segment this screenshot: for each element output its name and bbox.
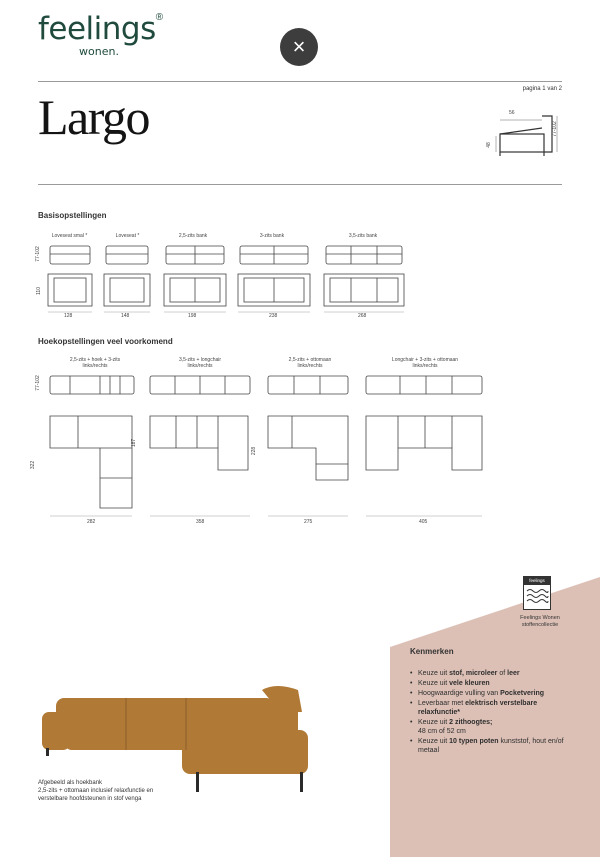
basis-label-4: 3-zits bank (259, 233, 285, 239)
hoek-label-3b: links/rechts (297, 363, 323, 369)
basis-width-2: 148 (121, 313, 130, 319)
basis-front-height: 77-102 (34, 246, 41, 262)
hoek-width-3: 275 (304, 519, 313, 525)
profile-height: 77-102 (551, 121, 558, 137)
feature-text: Keuze uit (418, 680, 450, 687)
hoek-drawings (40, 368, 490, 523)
basis-label-3: 2,5-zits bank (178, 233, 208, 239)
hoek-front-2 (150, 376, 250, 394)
basis-width-3: 198 (188, 313, 197, 319)
hoek-top-3 (268, 416, 348, 480)
basis-label-5: 3,5-zits bank (348, 233, 378, 239)
top-divider (38, 81, 562, 82)
feature-bold: elektrisch verstelbare relaxfunctie* (418, 700, 538, 716)
hoek-top-2 (150, 416, 248, 470)
hoek-front-height: 77-102 (34, 375, 41, 391)
sofa-photo (36, 682, 326, 794)
feature-bold: 10 typen poten (449, 738, 499, 745)
feature-text: Hoogwaardige vulling van (418, 690, 501, 697)
page-indicator: pagina 1 van 2 (522, 86, 562, 92)
badge-brand: feelings (524, 577, 550, 585)
feature-text: of (497, 670, 508, 677)
feature-item (410, 689, 570, 698)
hoek-width-4: 405 (419, 519, 428, 525)
hoek-front-3 (268, 376, 348, 394)
close-icon: × (292, 34, 306, 59)
brand-logo[interactable] (38, 11, 164, 58)
feature-text: Leverbaar met (418, 700, 466, 707)
feature-item (410, 669, 570, 678)
hoek-top-4 (366, 416, 482, 470)
badge-caption-2: stoffencollectie (521, 622, 559, 628)
hoek-depth-1: 322 (30, 460, 37, 470)
basis-sofa-2 (104, 246, 150, 306)
hoek-top-1 (50, 416, 132, 508)
hoek-depth-2: 187 (131, 438, 138, 448)
basis-drawings (40, 238, 410, 318)
photo-caption (38, 779, 218, 803)
feature-bold: leer (507, 670, 520, 677)
profile-seat-height: 48 (485, 142, 492, 148)
feature-item (410, 737, 570, 755)
brand-name: feelings (38, 11, 156, 47)
brand-sub: wonen. (79, 45, 119, 58)
hoek-width-2: 358 (196, 519, 205, 525)
feature-text: Keuze uit (418, 670, 450, 677)
profile-seat (500, 134, 544, 152)
registered-mark: ® (155, 12, 164, 23)
feature-bold: Pocketvering (500, 690, 545, 697)
basis-sofa-4 (238, 246, 310, 306)
basis-label-1: Loveseat smal * (51, 233, 88, 239)
fabric-collection-badge (523, 576, 551, 610)
feature-text: Keuze uit (418, 738, 450, 745)
feature-bold: stof, microleer (449, 670, 498, 677)
feature-bold: 2 zithoogtes; (449, 719, 493, 726)
feature-bold: vele kleuren (449, 680, 490, 687)
section-divider (38, 184, 562, 185)
features-heading: Kenmerken (410, 647, 454, 656)
hoek-label-1a: 2,5-zits + hoek + 3-zits (69, 357, 121, 363)
caption-line-1: Afgebeeld als hoekbank (38, 780, 103, 786)
feature-text: kunststof, hout en/of metaal (418, 738, 564, 754)
basis-heading: Basisopstellingen (38, 211, 107, 220)
hoek-label-4a: Longchair + 3-zits + ottomaan (391, 357, 459, 363)
page-title: Largo (38, 89, 149, 145)
hoek-depth-3: 228 (251, 446, 258, 456)
hoek-width-1: 282 (87, 519, 96, 525)
hoek-front-1 (50, 376, 134, 394)
feature-text: Keuze uit (418, 719, 450, 726)
features-list (410, 669, 570, 756)
wave-icon (524, 585, 550, 607)
hoek-label-3a: 2,5-zits + ottomaan (288, 357, 332, 363)
basis-width-1: 128 (64, 313, 73, 319)
basis-label-2: Loveseat * (115, 233, 140, 239)
feature-item (410, 679, 570, 688)
hoek-label-2a: 3,5-zits + longchair (178, 357, 222, 363)
hoek-label-2b: links/rechts (187, 363, 213, 369)
hoek-label-1b: links/rechts (82, 363, 108, 369)
close-button[interactable] (280, 28, 318, 66)
hoek-label-4b: links/rechts (412, 363, 438, 369)
basis-width-5: 268 (358, 313, 367, 319)
hoek-front-4 (366, 376, 482, 394)
feature-item (410, 718, 570, 736)
basis-sofa-1 (48, 246, 92, 306)
feature-item (410, 699, 570, 717)
badge-caption (500, 615, 580, 629)
caption-line-3: verstelbare hoofdsteunen in stof venga (38, 796, 142, 802)
caption-line-2: 2,5-zits + ottomaan inclusief relaxfunctie en (38, 788, 154, 794)
hoek-heading: Hoekopstellingen veel voorkomend (38, 337, 173, 346)
feature-text: 48 cm of 52 cm (418, 728, 466, 735)
badge-caption-1: Feelings Wonen (520, 615, 560, 621)
basis-sofa-3 (164, 246, 226, 306)
basis-width-4: 238 (269, 313, 278, 319)
profile-depth: 56 (509, 110, 515, 116)
basis-top-depth: 110 (35, 287, 42, 295)
basis-sofa-5 (324, 246, 404, 306)
